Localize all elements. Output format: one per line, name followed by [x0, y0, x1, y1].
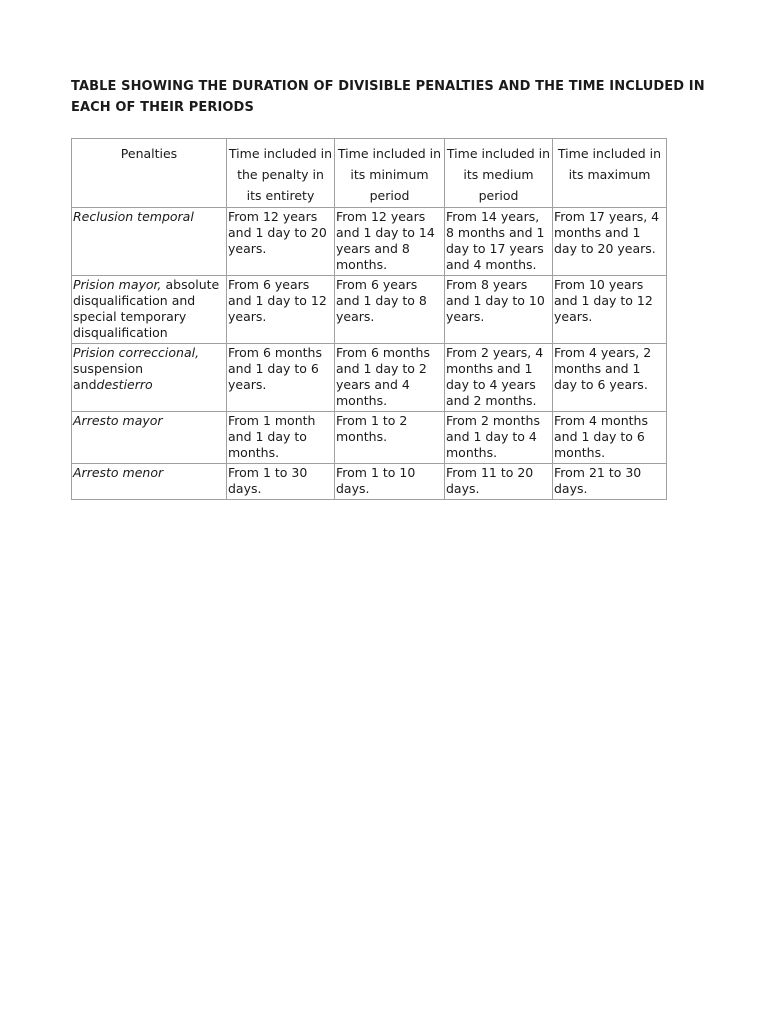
maximum-cell: From 21 to 30 days. — [553, 464, 667, 500]
penalty-name-cell — [72, 344, 227, 412]
table-row — [72, 276, 667, 344]
penalty-name: Arresto mayor — [73, 413, 163, 428]
penalty-name: Prision correccional, — [73, 345, 200, 360]
medium-cell: From 11 to 20 days. — [445, 464, 553, 500]
penalty-name-rest: absolute disqualification and special temporary disqualification — [73, 277, 220, 340]
minimum-cell: From 1 to 10 days. — [335, 464, 445, 500]
medium-cell: From 2 years, 4 months and 1 day to 4 years and 2 months. — [445, 344, 553, 412]
column-header-medium: Time included in its medium period — [445, 139, 553, 208]
table-row — [72, 412, 667, 464]
maximum-cell: From 4 years, 2 months and 1 day to 6 years. — [553, 344, 667, 412]
penalty-name: Reclusion temporal — [73, 209, 194, 224]
penalty-name-rest: suspension and — [73, 361, 144, 392]
penalty-name: Prision mayor, — [73, 277, 162, 292]
column-header-minimum: Time included in its minimum period — [335, 139, 445, 208]
medium-cell: From 14 years, 8 months and 1 day to 17 years and 4 months. — [445, 208, 553, 276]
entirety-cell: From 6 years and 1 day to 12 years. — [227, 276, 335, 344]
entirety-cell: From 6 months and 1 day to 6 years. — [227, 344, 335, 412]
penalty-name-cell — [72, 208, 227, 276]
minimum-cell: From 6 months and 1 day to 2 years and 4 months. — [335, 344, 445, 412]
table-row — [72, 344, 667, 412]
penalty-name-cell — [72, 464, 227, 500]
minimum-cell: From 1 to 2 months. — [335, 412, 445, 464]
entirety-cell: From 1 to 30 days. — [227, 464, 335, 500]
document-title: TABLE SHOWING THE DURATION OF DIVISIBLE PENALTIES AND THE TIME INCLUDED IN EACH OF THEIR PERIODS — [71, 79, 705, 115]
penalty-name-cell — [72, 276, 227, 344]
column-header-penalties: Penalties — [72, 139, 227, 208]
maximum-cell: From 17 years, 4 months and 1 day to 20 years. — [553, 208, 667, 276]
penalty-name-italic-suffix: destierro — [96, 377, 153, 392]
maximum-cell: From 10 years and 1 day to 12 years. — [553, 276, 667, 344]
penalty-name: Arresto menor — [73, 465, 164, 480]
table-row — [72, 464, 667, 500]
entirety-cell: From 12 years and 1 day to 20 years. — [227, 208, 335, 276]
medium-cell: From 8 years and 1 day to 10 years. — [445, 276, 553, 344]
penalty-name-cell — [72, 412, 227, 464]
entirety-cell: From 1 month and 1 day to months. — [227, 412, 335, 464]
minimum-cell: From 6 years and 1 day to 8 years. — [335, 276, 445, 344]
minimum-cell: From 12 years and 1 day to 14 years and 8 months. — [335, 208, 445, 276]
medium-cell: From 2 months and 1 day to 4 months. — [445, 412, 553, 464]
column-header-maximum: Time included in its maximum — [553, 139, 667, 208]
maximum-cell: From 4 months and 1 day to 6 months. — [553, 412, 667, 464]
penalties-table — [71, 138, 667, 500]
column-header-entirety: Time included in the penalty in its entirety — [227, 139, 335, 208]
table-row — [72, 208, 667, 276]
table-header-row — [72, 139, 667, 208]
